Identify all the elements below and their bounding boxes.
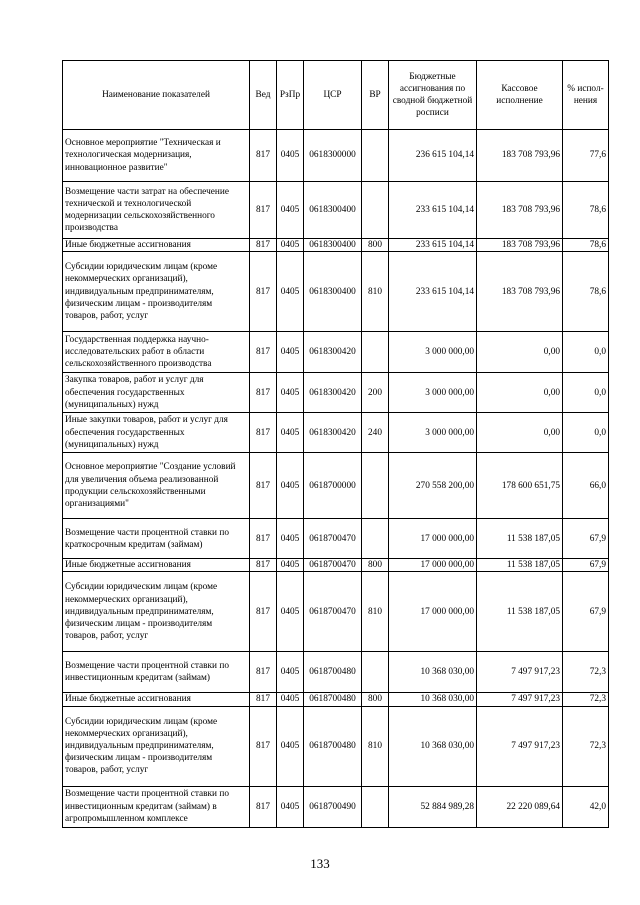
table-row xyxy=(63,572,609,652)
row-name-cell: Субсидии юридическим лицам (кроме некоммерческих организаций), индивидуальным предпринимателям, физическим лицам - производителям товаров, работ, услуг xyxy=(63,252,250,332)
row-budget-cell: 17 000 000,00 xyxy=(389,572,477,652)
row-percent-cell: 72,3 xyxy=(563,693,609,706)
row-csr-cell: 0618700470 xyxy=(304,572,362,652)
row-budget-cell: 3 000 000,00 xyxy=(389,373,477,413)
row-name-cell: Субсидии юридическим лицам (кроме некоммерческих организаций), индивидуальным предпринимателям, физическим лицам - производителям товаров, работ, услуг xyxy=(63,572,250,652)
row-cash-cell: 183 708 793,96 xyxy=(477,252,563,332)
row-vr-cell: 810 xyxy=(362,252,389,332)
row-percent-cell: 67,9 xyxy=(563,572,609,652)
row-ved-cell: 817 xyxy=(250,786,277,827)
row-rzpr-cell: 0405 xyxy=(277,130,304,182)
row-cash-cell: 7 497 917,23 xyxy=(477,652,563,693)
row-budget-cell: 236 615 104,14 xyxy=(389,130,477,182)
row-ved-cell: 817 xyxy=(250,652,277,693)
row-percent-cell: 67,9 xyxy=(563,559,609,572)
header-budget-allocations: Бюджетные ассигнования по сводной бюджетной росписи xyxy=(389,61,477,130)
row-budget-cell: 233 615 104,14 xyxy=(389,239,477,252)
row-percent-cell: 77,6 xyxy=(563,130,609,182)
row-csr-cell: 0618700480 xyxy=(304,706,362,786)
row-ved-cell: 817 xyxy=(250,130,277,182)
row-budget-cell: 52 884 989,28 xyxy=(389,786,477,827)
row-csr-cell: 0618300400 xyxy=(304,182,362,239)
row-cash-cell: 11 538 187,05 xyxy=(477,559,563,572)
row-vr-cell: 800 xyxy=(362,239,389,252)
row-ved-cell: 817 xyxy=(250,559,277,572)
row-ved-cell: 817 xyxy=(250,373,277,413)
table-row xyxy=(63,332,609,373)
row-percent-cell: 78,6 xyxy=(563,182,609,239)
row-cash-cell: 0,00 xyxy=(477,332,563,373)
row-rzpr-cell: 0405 xyxy=(277,559,304,572)
row-cash-cell: 183 708 793,96 xyxy=(477,239,563,252)
row-name-cell: Возмещение части затрат на обеспечение технической и технологической модернизации сельскохозяйственного производства xyxy=(63,182,250,239)
header-csr: ЦСР xyxy=(304,61,362,130)
row-rzpr-cell: 0405 xyxy=(277,453,304,519)
table-row xyxy=(63,693,609,706)
row-budget-cell: 17 000 000,00 xyxy=(389,559,477,572)
table-row xyxy=(63,519,609,559)
row-cash-cell: 11 538 187,05 xyxy=(477,519,563,559)
row-vr-cell xyxy=(362,519,389,559)
row-cash-cell: 183 708 793,96 xyxy=(477,182,563,239)
row-rzpr-cell: 0405 xyxy=(277,572,304,652)
row-name-cell: Основное мероприятие "Техническая и технологическая модернизация, инновационное развитие" xyxy=(63,130,250,182)
row-name-cell: Возмещение части процентной ставки по инвестиционным кредитам (займам) в агропромышленном комплексе xyxy=(63,786,250,827)
row-vr-cell: 240 xyxy=(362,413,389,453)
table-row xyxy=(63,413,609,453)
row-budget-cell: 10 368 030,00 xyxy=(389,652,477,693)
row-ved-cell: 817 xyxy=(250,332,277,373)
row-csr-cell: 0618700480 xyxy=(304,652,362,693)
row-ved-cell: 817 xyxy=(250,572,277,652)
row-percent-cell: 0,0 xyxy=(563,373,609,413)
row-name-cell: Иные закупки товаров, работ и услуг для обеспечения государственных (муниципальных) нужд xyxy=(63,413,250,453)
row-csr-cell: 0618700000 xyxy=(304,453,362,519)
row-vr-cell xyxy=(362,130,389,182)
table-row xyxy=(63,373,609,413)
row-csr-cell: 0618300420 xyxy=(304,413,362,453)
row-name-cell: Иные бюджетные ассигнования xyxy=(63,559,250,572)
row-percent-cell: 66,0 xyxy=(563,453,609,519)
row-rzpr-cell: 0405 xyxy=(277,332,304,373)
row-csr-cell: 0618300400 xyxy=(304,252,362,332)
header-execution-percent: % испол-нения xyxy=(563,61,609,130)
table-row xyxy=(63,130,609,182)
row-budget-cell: 3 000 000,00 xyxy=(389,413,477,453)
row-vr-cell: 200 xyxy=(362,373,389,413)
table-body xyxy=(63,130,609,828)
row-vr-cell xyxy=(362,182,389,239)
row-ved-cell: 817 xyxy=(250,252,277,332)
row-cash-cell: 7 497 917,23 xyxy=(477,706,563,786)
row-budget-cell: 270 558 200,00 xyxy=(389,453,477,519)
row-name-cell: Возмещение части процентной ставки по инвестиционным кредитам (займам) xyxy=(63,652,250,693)
row-budget-cell: 3 000 000,00 xyxy=(389,332,477,373)
row-csr-cell: 0618700470 xyxy=(304,519,362,559)
row-cash-cell: 178 600 651,75 xyxy=(477,453,563,519)
row-name-cell: Иные бюджетные ассигнования xyxy=(63,239,250,252)
row-cash-cell: 0,00 xyxy=(477,413,563,453)
row-budget-cell: 233 615 104,14 xyxy=(389,182,477,239)
row-percent-cell: 72,3 xyxy=(563,652,609,693)
row-vr-cell xyxy=(362,652,389,693)
budget-execution-table xyxy=(62,60,609,828)
row-name-cell: Возмещение части процентной ставки по краткосрочным кредитам (займам) xyxy=(63,519,250,559)
row-budget-cell: 10 368 030,00 xyxy=(389,693,477,706)
row-budget-cell: 17 000 000,00 xyxy=(389,519,477,559)
row-ved-cell: 817 xyxy=(250,453,277,519)
row-vr-cell: 800 xyxy=(362,693,389,706)
row-budget-cell: 233 615 104,14 xyxy=(389,252,477,332)
header-indicator-name: Наименование показателей xyxy=(63,61,250,130)
table-row xyxy=(63,706,609,786)
row-ved-cell: 817 xyxy=(250,519,277,559)
table-row xyxy=(63,559,609,572)
row-csr-cell: 0618300400 xyxy=(304,239,362,252)
row-cash-cell: 22 220 089,64 xyxy=(477,786,563,827)
row-csr-cell: 0618700480 xyxy=(304,693,362,706)
row-percent-cell: 78,6 xyxy=(563,239,609,252)
header-cash-execution: Кассовое исполнение xyxy=(477,61,563,130)
row-percent-cell: 42,0 xyxy=(563,786,609,827)
row-percent-cell: 0,0 xyxy=(563,413,609,453)
row-percent-cell: 72,3 xyxy=(563,706,609,786)
row-percent-cell: 67,9 xyxy=(563,519,609,559)
row-vr-cell: 810 xyxy=(362,572,389,652)
table-row xyxy=(63,652,609,693)
header-vr: ВР xyxy=(362,61,389,130)
page-number: 133 xyxy=(310,856,330,871)
row-ved-cell: 817 xyxy=(250,239,277,252)
header-ved: Вед xyxy=(250,61,277,130)
row-vr-cell xyxy=(362,453,389,519)
row-name-cell: Основное мероприятие "Создание условий для увеличения объема реализованной продукции сельскохозяйственными организациями" xyxy=(63,453,250,519)
row-budget-cell: 10 368 030,00 xyxy=(389,706,477,786)
row-ved-cell: 817 xyxy=(250,693,277,706)
row-name-cell: Субсидии юридическим лицам (кроме некоммерческих организаций), индивидуальным предпринимателям, физическим лицам - производителям товаров, работ, услуг xyxy=(63,706,250,786)
row-vr-cell: 810 xyxy=(362,706,389,786)
table-row xyxy=(63,239,609,252)
row-cash-cell: 0,00 xyxy=(477,373,563,413)
row-csr-cell: 0618300000 xyxy=(304,130,362,182)
row-vr-cell xyxy=(362,786,389,827)
row-rzpr-cell: 0405 xyxy=(277,182,304,239)
row-rzpr-cell: 0405 xyxy=(277,413,304,453)
row-rzpr-cell: 0405 xyxy=(277,252,304,332)
table-header-row xyxy=(63,61,609,130)
row-vr-cell xyxy=(362,332,389,373)
row-rzpr-cell: 0405 xyxy=(277,786,304,827)
table-row xyxy=(63,252,609,332)
row-name-cell: Закупка товаров, работ и услуг для обеспечения государственных (муниципальных) нужд xyxy=(63,373,250,413)
table-row xyxy=(63,453,609,519)
row-rzpr-cell: 0405 xyxy=(277,652,304,693)
row-name-cell: Иные бюджетные ассигнования xyxy=(63,693,250,706)
row-rzpr-cell: 0405 xyxy=(277,239,304,252)
row-cash-cell: 7 497 917,23 xyxy=(477,693,563,706)
row-cash-cell: 183 708 793,96 xyxy=(477,130,563,182)
row-rzpr-cell: 0405 xyxy=(277,706,304,786)
row-ved-cell: 817 xyxy=(250,182,277,239)
row-ved-cell: 817 xyxy=(250,413,277,453)
row-percent-cell: 78,6 xyxy=(563,252,609,332)
row-cash-cell: 11 538 187,05 xyxy=(477,572,563,652)
table-row xyxy=(63,786,609,827)
header-rzpr: РзПр xyxy=(277,61,304,130)
table-row xyxy=(63,182,609,239)
row-ved-cell: 817 xyxy=(250,706,277,786)
row-vr-cell: 800 xyxy=(362,559,389,572)
row-rzpr-cell: 0405 xyxy=(277,693,304,706)
row-csr-cell: 0618700470 xyxy=(304,559,362,572)
row-rzpr-cell: 0405 xyxy=(277,373,304,413)
row-rzpr-cell: 0405 xyxy=(277,519,304,559)
row-csr-cell: 0618700490 xyxy=(304,786,362,827)
row-percent-cell: 0,0 xyxy=(563,332,609,373)
row-csr-cell: 0618300420 xyxy=(304,373,362,413)
row-name-cell: Государственная поддержка научно-исследовательских работ в области сельскохозяйственного производства xyxy=(63,332,250,373)
row-csr-cell: 0618300420 xyxy=(304,332,362,373)
